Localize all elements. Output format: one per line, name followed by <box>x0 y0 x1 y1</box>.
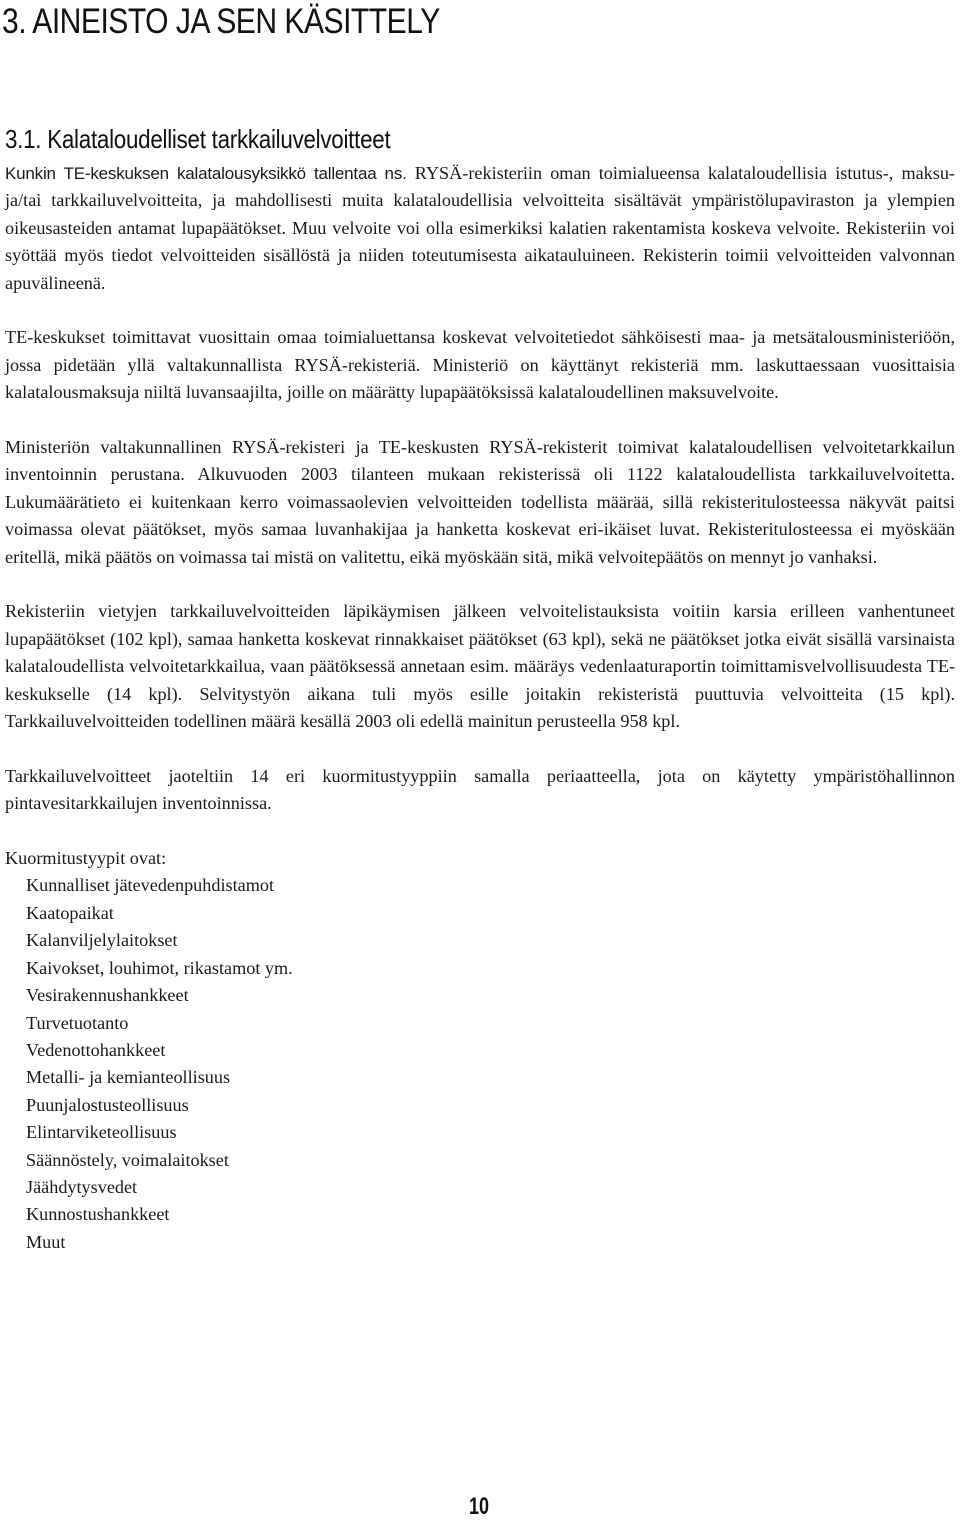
paragraph-sans-part: Kunkin TE-keskuksen kalatalousyksikkö tallentaa ns. <box>5 164 407 183</box>
paragraph-serif-part: RYSÄ-rekisteriin oman toimialueensa kalataloudellisia istutus-, maksu- ja/tai tarkkailuvelvoitteita, ja mahdollisesti muita kalataloudellisia velvoitteita sisältävät ympäristölupaviraston ja ylempien oikeusasteiden antamat lupapäätökset. Muu velvoite voi olla esimerkiksi kalatien rakentamista koskeva velvoite. Rekisteriin voi syöttää myös tiedot velvoitteiden sisällöstä ja niiden toteutumisesta aikatauluineen. Rekisterin toimii velvoitteiden valvonnan apuvälineenä. <box>5 163 955 293</box>
paragraph-text: Tarkkailuvelvoitteet jaoteltiin 14 eri kuormitustyyppiin samalla periaatteella, jota on käytetty ympäristöhallinnon pintavesitarkkailujen inventoinnissa. <box>5 765 955 814</box>
list-item: Säännöstely, voimalaitokset <box>26 1149 229 1170</box>
body-text <box>5 160 955 1256</box>
list-item: Metalli- ja kemianteollisuus <box>26 1067 231 1088</box>
paragraph <box>5 434 955 571</box>
list-item: Puunjalostusteollisuus <box>26 1094 189 1115</box>
list-item: Vedenottohankkeet <box>26 1039 166 1060</box>
list-item: Kaatopaikat <box>26 902 114 923</box>
chapter-title: 3. AINEISTO JA SEN KÄSITTELY <box>2 2 440 41</box>
list-intro: Kuormitustyypit ovat: <box>5 848 167 869</box>
list-item: Kunnostushankkeet <box>26 1204 170 1225</box>
list-item: Elintarviketeollisuus <box>26 1122 177 1143</box>
paragraph <box>5 763 955 818</box>
list-item: Kaivokset, louhimot, rikastamot ym. <box>26 957 293 978</box>
paragraph-text: TE-keskukset toimittavat vuosittain omaa toimialuettansa koskevat velvoitetiedot sähköisesti maa- ja metsätalousministeriöön, jossa pidetään yllä valtakunnallista RYSÄ-rekisteriä. Ministeriö on käyttänyt rekisteriä mm. laskuttaessaan vuosittaisia kalatalousmaksuja niiltä luvansaajilta, joille on määrätty lupapäätöksissä kalataloudellinen maksuvelvoite. <box>5 327 955 403</box>
paragraph <box>5 324 955 406</box>
list-item: Muut <box>26 1231 66 1252</box>
list-item: Jäähdytysvedet <box>26 1176 138 1197</box>
list-item: Kunnalliset jätevedenpuhdistamot <box>26 875 275 896</box>
section-title: 3.1. Kalataloudelliset tarkkailuvelvoitteet <box>5 124 391 154</box>
list-item: Vesirakennushankkeet <box>26 985 189 1006</box>
page-number: 10 <box>469 1493 490 1520</box>
paragraph-text: Rekisteriin vietyjen tarkkailuvelvoitteiden läpikäymisen jälkeen velvoitelistauksista voitiin karsia erilleen vanhentuneet lupapäätökset (102 kpl), samaa hanketta koskevat rinnakkaiset päätökset (63 kpl), sekä ne päätökset jotka eivät sisällä varsinaista kalataloudellista velvoitetarkkailua, vaan päätöksessä annetaan esim. määräys vedenlaaturaportin toimittamisvelvollisuudesta TE-keskukselle (14 kpl). Selvitystyön aikana tuli myös esille joitakin rekisteristä puuttuvia velvoitteita (15 kpl). Tarkkailuvelvoitteiden todellinen määrä kesällä 2003 oli edellä mainitun perusteella 958 kpl. <box>5 601 955 732</box>
list-item: Kalanviljelylaitokset <box>26 930 178 951</box>
paragraph <box>5 598 955 735</box>
paragraph-text: Ministeriön valtakunnallinen RYSÄ-rekisteri ja TE-keskusten RYSÄ-rekisterit toimivat kalataloudellisen velvoitetarkkailun inventoinnin perustana. Alkuvuoden 2003 tilanteen mukaan rekisterissä oli 1122 kalataloudellista tarkkailuvelvoitetta. Lukumäärätieto ei kuitenkaan kerro voimassaolevien velvoitteiden todellista määrää, sillä rekisteritulosteessa näkyvät paitsi voimassa olevat päätökset, myös samaa luvanhakijaa ja hanketta koskevat eri-ikäiset luvat. Rekisteritulosteessa ei myöskään eritellä, mikä päätös on voimassa tai mistä on valitettu, eikä myöskään sitä, mikä velvoitepäätös on mennyt jo vanhaksi. <box>5 437 955 567</box>
load-type-list <box>5 872 955 1256</box>
paragraph <box>5 160 955 297</box>
list-item: Turvetuotanto <box>26 1012 129 1033</box>
